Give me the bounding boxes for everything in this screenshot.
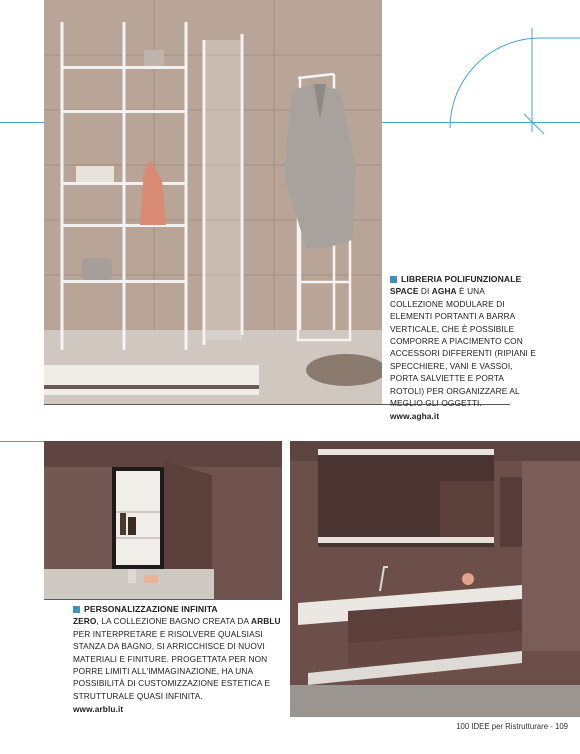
bullet-square-icon bbox=[390, 276, 397, 283]
blueprint-line-left bbox=[0, 122, 44, 123]
photo-arblu-washbasin bbox=[290, 441, 580, 717]
blueprint-arc-icon bbox=[440, 28, 580, 148]
product-name: ZERO bbox=[73, 616, 97, 627]
caption-title-text: LIBRERIA POLIFUNZIONALE bbox=[401, 274, 522, 284]
caption-title bbox=[73, 603, 285, 615]
photo-arblu-cabinet bbox=[44, 441, 282, 599]
caption-title-text: PERSONALIZZAZIONE INFINITA bbox=[84, 604, 218, 614]
blueprint-line-mid bbox=[0, 441, 44, 442]
bullet-square-icon bbox=[73, 606, 80, 613]
caption-body bbox=[390, 285, 540, 409]
caption-title bbox=[390, 273, 540, 285]
photo-bl-underline bbox=[44, 599, 282, 600]
page-footer: 100 IDEE per Ristrutturare - 109 bbox=[456, 722, 568, 731]
caption-body bbox=[73, 615, 285, 702]
brand-name: ARBLU bbox=[251, 616, 281, 627]
caption-text-b: PER INTERPRETARE E RISOLVERE QUALSIASI STANZA DA BAGNO, SI ARRICCHISCE DI NUOVI MATERIALI E FINITURE. PROGETTATA PER NON PORRE LIMITI ALL'IMMAGINAZIONE, HA UNA POSSIBILITÀ DI CUSTOMIZZAZIONE ESTETICA E STRUTTURALE QUASI INFINITA. bbox=[73, 628, 271, 701]
brand-url-link[interactable]: www.arblu.it bbox=[73, 704, 124, 715]
caption-text-a: , LA COLLEZIONE BAGNO CREATA DA bbox=[96, 616, 252, 627]
product-name: SPACE bbox=[390, 286, 419, 297]
caption-arblu bbox=[73, 603, 285, 716]
photo-agha-shelving bbox=[44, 0, 382, 404]
brand-url-link[interactable]: www.agha.it bbox=[390, 411, 440, 422]
caption-text: È UNA COLLEZIONE MODULARE DI ELEMENTI PORTANTI A BARRA VERTICALE, CHE È POSSIBILE COMPORRE A PIACIMENTO CON ACCESSORI DIFFERENTI (RIPIANI E SPECCHIERE, VANI E VASSOI, PORTA SALVIETTE E PORTA ROTOLI) PER ORGANIZZARE AL MEGLIO GLI OGGETTI. bbox=[390, 286, 537, 409]
brand-name: AGHA bbox=[431, 286, 457, 297]
caption-agha bbox=[390, 273, 540, 423]
caption-connector: DI bbox=[418, 286, 432, 297]
